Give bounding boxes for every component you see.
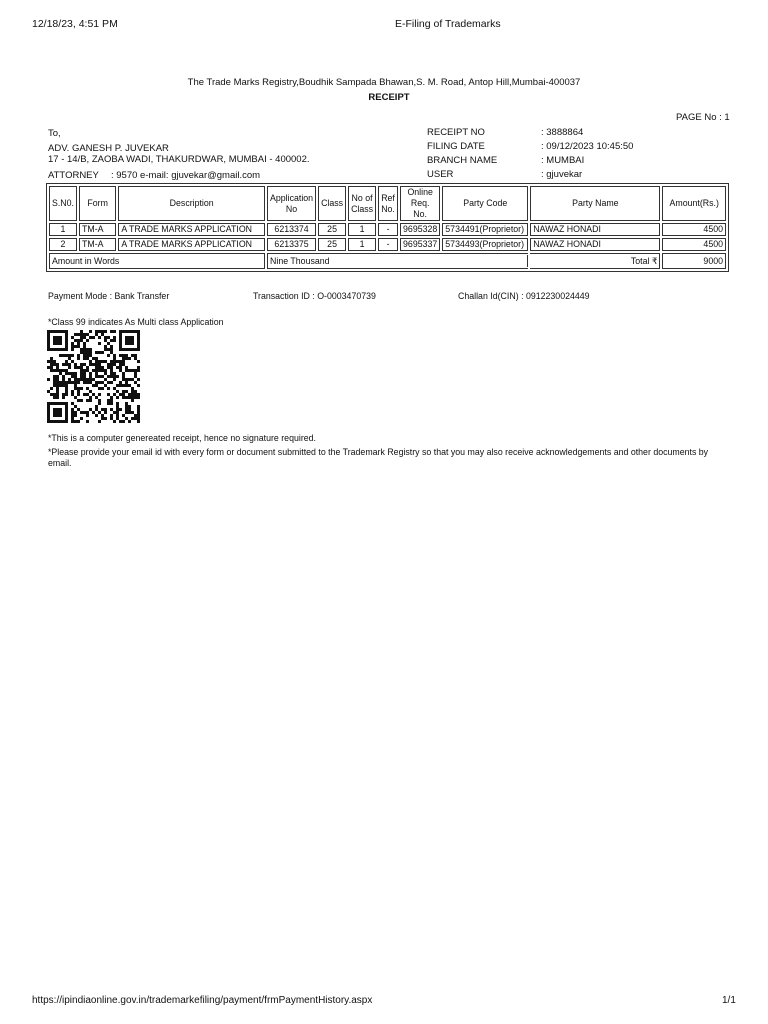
user-label: USER <box>427 169 454 180</box>
cell-online-req-no: 9695328 <box>400 223 440 236</box>
branch-name-value: : MUMBAI <box>541 155 585 166</box>
cell-online-req-no: 9695337 <box>400 238 440 251</box>
cell-class: 25 <box>318 223 346 236</box>
table-total-row <box>49 253 726 269</box>
page-count: 1/1 <box>722 995 736 1006</box>
table-row <box>49 238 726 251</box>
attorney-contact: : 9570 e-mail: gjuvekar@gmail.com <box>111 170 261 181</box>
col-party-name: Party Name <box>530 186 660 221</box>
cell-description: A TRADE MARKS APPLICATION <box>118 223 265 236</box>
cell-class: 25 <box>318 238 346 251</box>
cell-amount: 4500 <box>662 223 726 236</box>
col-online-req-no: Online Req. No. <box>400 186 440 221</box>
total-label: Total ₹ <box>530 253 660 269</box>
cell-no-of-class: 1 <box>348 223 376 236</box>
col-sno: S.N0. <box>49 186 77 221</box>
col-application-no: Application No <box>267 186 316 221</box>
branch-name-label: BRANCH NAME <box>427 155 498 166</box>
cell-form: TM-A <box>79 223 116 236</box>
col-form: Form <box>79 186 116 221</box>
divider <box>527 255 528 267</box>
challan-id: Challan Id(CIN) : 0912230024449 <box>458 291 590 301</box>
col-ref-no: Ref No. <box>378 186 398 221</box>
cell-party-code: 5734491(Proprietor) <box>442 223 528 236</box>
cell-sno: 2 <box>49 238 77 251</box>
amount-in-words-label: Amount in Words <box>49 253 265 269</box>
cell-party-code: 5734493(Proprietor) <box>442 238 528 251</box>
cell-ref-no: - <box>378 238 398 251</box>
payment-mode: Payment Mode : Bank Transfer <box>48 291 170 301</box>
col-party-code: Party Code <box>442 186 528 221</box>
page-url: https://ipindiaonline.gov.in/trademarkefiling/payment/frmPaymentHistory.aspx <box>32 995 373 1006</box>
table-header-row <box>49 186 726 221</box>
attorney-name: ADV. GANESH P. JUVEKAR <box>48 143 169 154</box>
cell-application-no: 6213375 <box>267 238 316 251</box>
doc-title: RECEIPT <box>368 92 410 103</box>
col-class: Class <box>318 186 346 221</box>
cell-form: TM-A <box>79 238 116 251</box>
user-value: : gjuvekar <box>541 169 583 180</box>
col-no-of-class: No of Class <box>348 186 376 221</box>
class99-note: *Class 99 indicates As Multi class Application <box>48 317 224 327</box>
cell-sno: 1 <box>49 223 77 236</box>
col-description: Description <box>118 186 265 221</box>
receipt-table <box>46 183 729 272</box>
attorney-label: ATTORNEY <box>48 170 99 181</box>
page-number: PAGE No : 1 <box>676 112 730 123</box>
table-row <box>49 223 726 236</box>
transaction-id: Transaction ID : O-0003470739 <box>253 291 376 301</box>
col-amount: Amount(Rs.) <box>662 186 726 221</box>
to-label: To, <box>48 128 61 139</box>
cell-party-name: NAWAZ HONADI <box>530 238 660 251</box>
filing-date-value: : 09/12/2023 10:45:50 <box>541 141 634 152</box>
attorney-address: 17 - 14/B, ZAOBA WADI, THAKURDWAR, MUMBAI - 400002. <box>48 154 310 165</box>
cell-party-name: NAWAZ HONADI <box>530 223 660 236</box>
cell-application-no: 6213374 <box>267 223 316 236</box>
filing-date-label: FILING DATE <box>427 141 485 152</box>
computer-receipt-note: *This is a computer genereated receipt, hence no signature required. <box>48 433 316 443</box>
total-amount: 9000 <box>662 253 726 269</box>
amount-in-words-value <box>267 253 528 269</box>
cell-no-of-class: 1 <box>348 238 376 251</box>
cell-ref-no: - <box>378 223 398 236</box>
registry-address: The Trade Marks Registry,Boudhik Sampada Bhawan,S. M. Road, Antop Hill,Mumbai-400037 <box>187 77 581 88</box>
cell-description: A TRADE MARKS APPLICATION <box>118 238 265 251</box>
email-note: *Please provide your email id with every form or document submitted to the Trademark Registry so that you may also receive acknowledgements and other documents by email. <box>48 447 709 468</box>
amount-in-words-text: Nine Thousand <box>270 255 330 266</box>
print-title: E-Filing of Trademarks <box>395 18 501 30</box>
qr-code-icon <box>47 330 140 423</box>
receipt-no-value: : 3888864 <box>541 127 584 138</box>
cell-amount: 4500 <box>662 238 726 251</box>
print-datetime: 12/18/23, 4:51 PM <box>32 18 118 30</box>
receipt-no-label: RECEIPT NO <box>427 127 485 138</box>
